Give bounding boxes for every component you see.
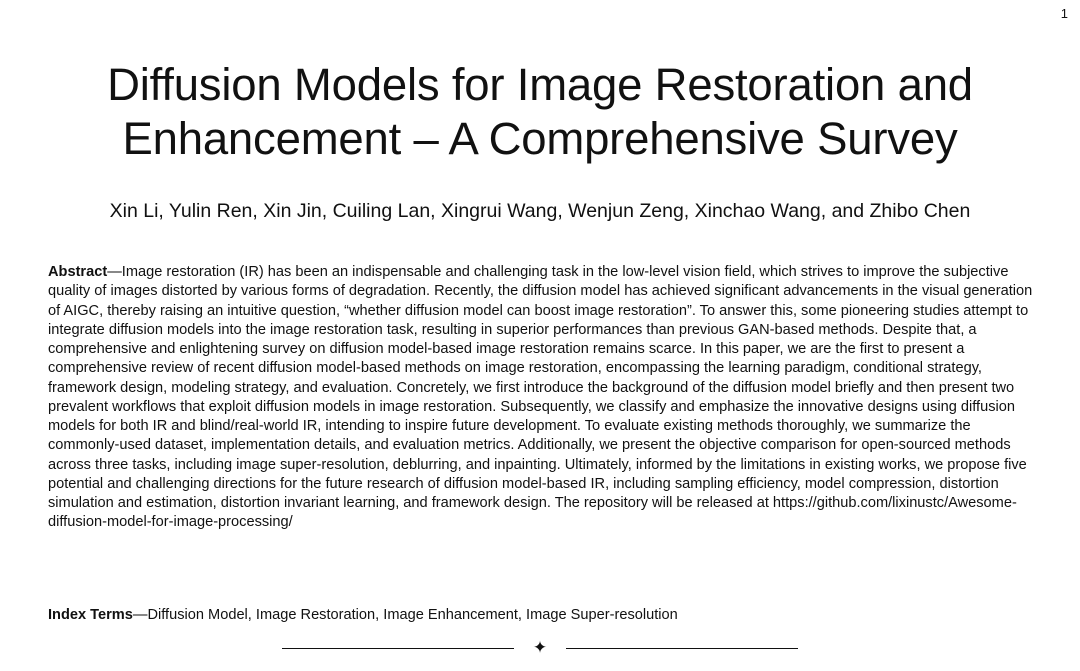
paper-title-line-1: Diffusion Models for Image Restoration and — [107, 59, 973, 110]
divider-rule-right — [566, 648, 798, 649]
diamond-icon: ✦ — [532, 638, 548, 657]
index-terms-text: —Diffusion Model, Image Restoration, Image Enhancement, Image Super-resolution — [132, 607, 678, 623]
section-divider — [0, 638, 1080, 658]
paper-title — [20, 58, 1060, 166]
divider-rule-left — [282, 648, 514, 649]
abstract — [48, 263, 1033, 533]
paper-title-line-2: Enhancement – A Comprehensive Survey — [122, 113, 958, 164]
index-terms-label: Index Terms — [48, 607, 133, 623]
page-number: 1 — [1060, 6, 1068, 21]
author-list: Xin Li, Yulin Ren, Xin Jin, Cuiling Lan, Xingrui Wang, Wenjun Zeng, Xinchao Wang, and Zhibo Chen — [109, 200, 971, 222]
abstract-text: —Image restoration (IR) has been an indispensable and challenging task in the low-level vision field, which strives to improve the subjective quality of images distorted by various forms of degradation. Recently, the diffusion model has achieved significant advancements in the visual generation of AIGC, thereby raising an intuitive question, “whether diffusion model can boost image restoration”. To answer this, some pioneering studies attempt to integrate diffusion models into the image restoration task, resulting in superior performances than previous GAN-based methods. Despite that, a comprehensive and enlightening survey on diffusion model-based image restoration remains scarce. In this paper, we are the first to present a comprehensive review of recent diffusion model-based methods on image restoration, encompassing the learning paradigm, conditional strategy, framework design, modeling strategy, and evaluation. Concretely, we first introduce the background of the diffusion model briefly and then present two prevalent workflows that exploit diffusion models in image restoration. Subsequently, we classify and emphasize the innovative designs using diffusion models for both IR and blind/real-world IR, intending to inspire future development. To evaluate existing methods thoroughly, we summarize the commonly-used dataset, implementation details, and evaluation metrics. Additionally, we present the objective comparison for open-sourced methods across three tasks, including image super-resolution, deblurring, and inpainting. Ultimately, informed by the limitations in existing works, we propose five potential and challenging directions for the future research of diffusion model-based IR, including sampling efficiency, model compression, distortion simulation and estimation, distortion invariant learning, and framework design. The repository will be released at https://github.com/lixinustc/Awesome-diffusion-model-for-image-processing/ — [48, 264, 1033, 531]
index-terms — [48, 605, 1033, 625]
abstract-label: Abstract — [48, 264, 108, 280]
